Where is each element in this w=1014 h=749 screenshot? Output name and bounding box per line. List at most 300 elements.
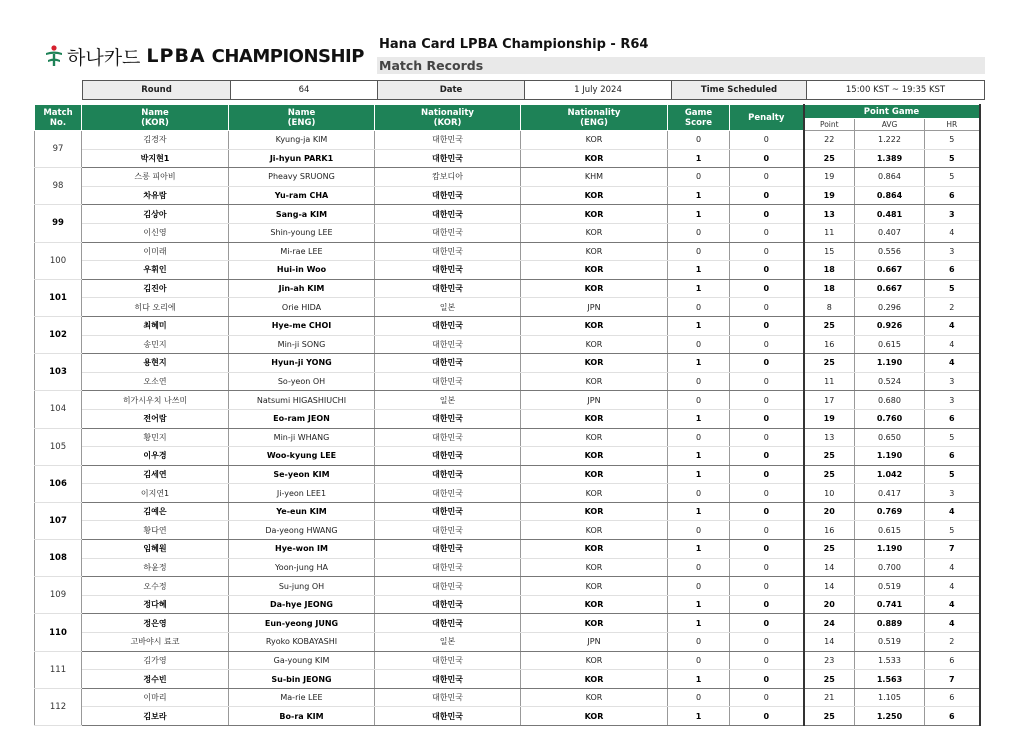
penalty: 0 bbox=[730, 651, 804, 670]
penalty: 0 bbox=[730, 242, 804, 261]
avg: 0.889 bbox=[855, 614, 925, 633]
match-number: 109 bbox=[35, 577, 82, 614]
avg: 0.407 bbox=[855, 223, 925, 242]
col-nationality-kor: Nationality (KOR) bbox=[375, 105, 521, 131]
high-run: 6 bbox=[925, 447, 980, 466]
game-score: 0 bbox=[668, 223, 730, 242]
penalty: 0 bbox=[730, 186, 804, 205]
player-name-eng: Mi-rae LEE bbox=[229, 242, 375, 261]
time-value: 15:00 KST ~ 19:35 KST bbox=[807, 81, 985, 100]
avg: 0.700 bbox=[855, 558, 925, 577]
player-name-eng: Ji-hyun PARK1 bbox=[229, 149, 375, 168]
game-score: 1 bbox=[668, 261, 730, 280]
avg: 1.190 bbox=[855, 447, 925, 466]
table-row bbox=[35, 688, 980, 707]
game-score: 1 bbox=[668, 279, 730, 298]
penalty: 0 bbox=[730, 670, 804, 689]
nationality-kor: 대한민국 bbox=[375, 484, 521, 503]
game-score: 1 bbox=[668, 186, 730, 205]
game-score: 0 bbox=[668, 558, 730, 577]
point: 20 bbox=[804, 502, 855, 521]
table-row bbox=[35, 354, 980, 373]
table-row bbox=[35, 447, 980, 466]
high-run: 4 bbox=[925, 577, 980, 596]
player-name-eng: Su-jung OH bbox=[229, 577, 375, 596]
high-run: 3 bbox=[925, 205, 980, 224]
player-name-kor: 하윤정 bbox=[82, 558, 229, 577]
match-number: 107 bbox=[35, 502, 82, 539]
match-number: 111 bbox=[35, 651, 82, 688]
nationality-eng: JPN bbox=[521, 391, 668, 410]
player-name-kor: 고바야시 료코 bbox=[82, 633, 229, 652]
point: 16 bbox=[804, 521, 855, 540]
nationality-eng: KHM bbox=[521, 168, 668, 187]
nationality-eng: KOR bbox=[521, 372, 668, 391]
nationality-eng: KOR bbox=[521, 242, 668, 261]
match-number: 101 bbox=[35, 279, 82, 316]
player-name-eng: Hui-in Woo bbox=[229, 261, 375, 280]
high-run: 4 bbox=[925, 595, 980, 614]
game-score: 1 bbox=[668, 502, 730, 521]
nationality-eng: KOR bbox=[521, 186, 668, 205]
high-run: 3 bbox=[925, 484, 980, 503]
player-name-eng: Eo-ram JEON bbox=[229, 409, 375, 428]
avg: 0.524 bbox=[855, 372, 925, 391]
nationality-eng: KOR bbox=[521, 484, 668, 503]
penalty: 0 bbox=[730, 168, 804, 187]
high-run: 3 bbox=[925, 391, 980, 410]
high-run: 6 bbox=[925, 409, 980, 428]
player-name-eng: Se-yeon KIM bbox=[229, 465, 375, 484]
point: 18 bbox=[804, 279, 855, 298]
high-run: 6 bbox=[925, 688, 980, 707]
point: 22 bbox=[804, 131, 855, 150]
nationality-eng: KOR bbox=[521, 707, 668, 726]
match-info-table bbox=[82, 80, 985, 100]
player-name-kor: 히다 오리에 bbox=[82, 298, 229, 317]
point: 24 bbox=[804, 614, 855, 633]
round-value: 64 bbox=[231, 81, 378, 100]
player-name-eng: Min-ji SONG bbox=[229, 335, 375, 354]
nationality-eng: KOR bbox=[521, 670, 668, 689]
hana-logo-icon bbox=[45, 45, 63, 67]
date-label: Date bbox=[378, 81, 525, 100]
avg: 0.615 bbox=[855, 335, 925, 354]
penalty: 0 bbox=[730, 502, 804, 521]
game-score: 1 bbox=[668, 670, 730, 689]
nationality-kor: 대한민국 bbox=[375, 447, 521, 466]
nationality-kor: 대한민국 bbox=[375, 651, 521, 670]
avg: 0.650 bbox=[855, 428, 925, 447]
player-name-eng: Bo-ra KIM bbox=[229, 707, 375, 726]
player-name-kor: 오소연 bbox=[82, 372, 229, 391]
high-run: 4 bbox=[925, 354, 980, 373]
table-row bbox=[35, 261, 980, 280]
nationality-kor: 대한민국 bbox=[375, 521, 521, 540]
nationality-kor: 대한민국 bbox=[375, 186, 521, 205]
high-run: 5 bbox=[925, 465, 980, 484]
player-name-eng: Yoon-jung HA bbox=[229, 558, 375, 577]
penalty: 0 bbox=[730, 465, 804, 484]
player-name-kor: 이마리 bbox=[82, 688, 229, 707]
point: 17 bbox=[804, 391, 855, 410]
penalty: 0 bbox=[730, 261, 804, 280]
player-name-kor: 정은영 bbox=[82, 614, 229, 633]
high-run: 3 bbox=[925, 242, 980, 261]
point: 19 bbox=[804, 168, 855, 187]
col-name-kor: Name (KOR) bbox=[82, 105, 229, 131]
player-name-eng: Orie HIDA bbox=[229, 298, 375, 317]
table-row bbox=[35, 707, 980, 726]
nationality-eng: KOR bbox=[521, 354, 668, 373]
point: 11 bbox=[804, 372, 855, 391]
penalty: 0 bbox=[730, 372, 804, 391]
table-row bbox=[35, 633, 980, 652]
nationality-kor: 일본 bbox=[375, 298, 521, 317]
nationality-kor: 대한민국 bbox=[375, 223, 521, 242]
nationality-kor: 대한민국 bbox=[375, 279, 521, 298]
match-number: 104 bbox=[35, 391, 82, 428]
logo-championship-text: CHAMPIONSHIP bbox=[211, 45, 364, 67]
table-row bbox=[35, 205, 980, 224]
nationality-kor: 대한민국 bbox=[375, 205, 521, 224]
player-name-kor: 정다혜 bbox=[82, 595, 229, 614]
avg: 0.926 bbox=[855, 316, 925, 335]
table-row bbox=[35, 223, 980, 242]
nationality-kor: 대한민국 bbox=[375, 372, 521, 391]
player-name-kor: 전어람 bbox=[82, 409, 229, 428]
nationality-kor: 대한민국 bbox=[375, 540, 521, 559]
col-name-eng: Name (ENG) bbox=[229, 105, 375, 131]
player-name-eng: Sang-a KIM bbox=[229, 205, 375, 224]
player-name-kor: 김진아 bbox=[82, 279, 229, 298]
table-row bbox=[35, 540, 980, 559]
col-match-no: Match No. bbox=[35, 105, 82, 131]
nationality-kor: 대한민국 bbox=[375, 577, 521, 596]
point: 21 bbox=[804, 688, 855, 707]
penalty: 0 bbox=[730, 614, 804, 633]
nationality-eng: KOR bbox=[521, 223, 668, 242]
penalty: 0 bbox=[730, 484, 804, 503]
game-score: 1 bbox=[668, 540, 730, 559]
avg: 0.864 bbox=[855, 168, 925, 187]
player-name-eng: Eun-yeong JUNG bbox=[229, 614, 375, 633]
table-row bbox=[35, 335, 980, 354]
table-row bbox=[35, 391, 980, 410]
nationality-eng: KOR bbox=[521, 614, 668, 633]
match-number: 97 bbox=[35, 131, 82, 168]
high-run: 4 bbox=[925, 335, 980, 354]
player-name-eng: Woo-kyung LEE bbox=[229, 447, 375, 466]
penalty: 0 bbox=[730, 577, 804, 596]
avg: 1.190 bbox=[855, 354, 925, 373]
player-name-eng: Ga-young KIM bbox=[229, 651, 375, 670]
nationality-eng: JPN bbox=[521, 298, 668, 317]
avg: 0.481 bbox=[855, 205, 925, 224]
point: 25 bbox=[804, 316, 855, 335]
avg: 0.519 bbox=[855, 633, 925, 652]
match-number: 100 bbox=[35, 242, 82, 279]
game-score: 1 bbox=[668, 316, 730, 335]
nationality-eng: KOR bbox=[521, 428, 668, 447]
penalty: 0 bbox=[730, 558, 804, 577]
nationality-eng: KOR bbox=[521, 521, 668, 540]
penalty: 0 bbox=[730, 633, 804, 652]
game-score: 0 bbox=[668, 633, 730, 652]
game-score: 1 bbox=[668, 354, 730, 373]
nationality-kor: 일본 bbox=[375, 633, 521, 652]
game-score: 0 bbox=[668, 168, 730, 187]
game-score: 0 bbox=[668, 521, 730, 540]
logo-korean-text: 하나카드 bbox=[67, 46, 141, 69]
player-name-kor: 오수정 bbox=[82, 577, 229, 596]
match-number: 105 bbox=[35, 428, 82, 465]
player-name-eng: Hye-me CHOI bbox=[229, 316, 375, 335]
game-score: 0 bbox=[668, 428, 730, 447]
game-score: 1 bbox=[668, 205, 730, 224]
table-row bbox=[35, 298, 980, 317]
point: 25 bbox=[804, 540, 855, 559]
high-run: 5 bbox=[925, 168, 980, 187]
table-row bbox=[35, 131, 980, 150]
table-row bbox=[35, 595, 980, 614]
point: 25 bbox=[804, 465, 855, 484]
point: 13 bbox=[804, 205, 855, 224]
high-run: 4 bbox=[925, 316, 980, 335]
nationality-kor: 캄보디아 bbox=[375, 168, 521, 187]
penalty: 0 bbox=[730, 131, 804, 150]
high-run: 6 bbox=[925, 186, 980, 205]
nationality-eng: KOR bbox=[521, 205, 668, 224]
player-name-eng: Su-bin JEONG bbox=[229, 670, 375, 689]
table-row bbox=[35, 149, 980, 168]
avg: 1.042 bbox=[855, 465, 925, 484]
game-score: 0 bbox=[668, 335, 730, 354]
game-score: 1 bbox=[668, 409, 730, 428]
avg: 0.296 bbox=[855, 298, 925, 317]
penalty: 0 bbox=[730, 428, 804, 447]
high-run: 4 bbox=[925, 558, 980, 577]
player-name-eng: Pheavy SRUONG bbox=[229, 168, 375, 187]
nationality-eng: KOR bbox=[521, 261, 668, 280]
nationality-eng: KOR bbox=[521, 558, 668, 577]
player-name-kor: 히가시우치 나쓰미 bbox=[82, 391, 229, 410]
nationality-kor: 대한민국 bbox=[375, 335, 521, 354]
col-point: Point bbox=[804, 119, 855, 131]
time-label: Time Scheduled bbox=[672, 81, 807, 100]
avg: 0.741 bbox=[855, 595, 925, 614]
page-subtitle: Match Records bbox=[377, 57, 985, 74]
high-run: 6 bbox=[925, 651, 980, 670]
table-row bbox=[35, 409, 980, 428]
player-name-kor: 우휘인 bbox=[82, 261, 229, 280]
match-records-table bbox=[34, 104, 981, 726]
player-name-kor: 박지현1 bbox=[82, 149, 229, 168]
player-name-eng: So-yeon OH bbox=[229, 372, 375, 391]
avg: 1.105 bbox=[855, 688, 925, 707]
logo-lpba-text: LPBA bbox=[146, 45, 206, 67]
nationality-kor: 대한민국 bbox=[375, 707, 521, 726]
nationality-eng: KOR bbox=[521, 409, 668, 428]
point: 25 bbox=[804, 354, 855, 373]
player-name-kor: 스롱 피아비 bbox=[82, 168, 229, 187]
nationality-kor: 일본 bbox=[375, 391, 521, 410]
page-title: Hana Card LPBA Championship - R64 bbox=[379, 37, 649, 52]
game-score: 1 bbox=[668, 595, 730, 614]
player-name-eng: Min-ji WHANG bbox=[229, 428, 375, 447]
table-row bbox=[35, 502, 980, 521]
penalty: 0 bbox=[730, 521, 804, 540]
penalty: 0 bbox=[730, 707, 804, 726]
nationality-eng: KOR bbox=[521, 502, 668, 521]
player-name-eng: Natsumi HIGASHIUCHI bbox=[229, 391, 375, 410]
game-score: 0 bbox=[668, 131, 730, 150]
player-name-kor: 이지연1 bbox=[82, 484, 229, 503]
player-name-eng: Hyun-ji YONG bbox=[229, 354, 375, 373]
penalty: 0 bbox=[730, 205, 804, 224]
game-score: 1 bbox=[668, 614, 730, 633]
penalty: 0 bbox=[730, 316, 804, 335]
avg: 0.864 bbox=[855, 186, 925, 205]
nationality-eng: KOR bbox=[521, 131, 668, 150]
high-run: 4 bbox=[925, 502, 980, 521]
nationality-eng: KOR bbox=[521, 335, 668, 354]
col-nationality-eng: Nationality (ENG) bbox=[521, 105, 668, 131]
penalty: 0 bbox=[730, 149, 804, 168]
point: 18 bbox=[804, 261, 855, 280]
penalty: 0 bbox=[730, 409, 804, 428]
avg: 0.760 bbox=[855, 409, 925, 428]
game-score: 0 bbox=[668, 391, 730, 410]
player-name-kor: 최혜미 bbox=[82, 316, 229, 335]
player-name-kor: 정수빈 bbox=[82, 670, 229, 689]
avg: 1.389 bbox=[855, 149, 925, 168]
date-value: 1 July 2024 bbox=[525, 81, 672, 100]
player-name-eng: Yu-ram CHA bbox=[229, 186, 375, 205]
penalty: 0 bbox=[730, 354, 804, 373]
player-name-kor: 김예은 bbox=[82, 502, 229, 521]
point: 8 bbox=[804, 298, 855, 317]
table-row bbox=[35, 484, 980, 503]
nationality-kor: 대한민국 bbox=[375, 465, 521, 484]
point: 20 bbox=[804, 595, 855, 614]
nationality-eng: KOR bbox=[521, 447, 668, 466]
avg: 0.615 bbox=[855, 521, 925, 540]
table-row bbox=[35, 465, 980, 484]
avg: 0.667 bbox=[855, 261, 925, 280]
table-row bbox=[35, 168, 980, 187]
player-name-eng: Da-hye JEONG bbox=[229, 595, 375, 614]
avg: 1.250 bbox=[855, 707, 925, 726]
table-row bbox=[35, 577, 980, 596]
match-number: 108 bbox=[35, 540, 82, 577]
avg: 0.667 bbox=[855, 279, 925, 298]
nationality-eng: KOR bbox=[521, 595, 668, 614]
point: 11 bbox=[804, 223, 855, 242]
nationality-eng: KOR bbox=[521, 149, 668, 168]
table-row bbox=[35, 558, 980, 577]
brand-logo bbox=[45, 42, 364, 70]
nationality-eng: KOR bbox=[521, 465, 668, 484]
nationality-kor: 대한민국 bbox=[375, 131, 521, 150]
game-score: 0 bbox=[668, 688, 730, 707]
table-row bbox=[35, 316, 980, 335]
high-run: 6 bbox=[925, 261, 980, 280]
nationality-eng: KOR bbox=[521, 577, 668, 596]
player-name-eng: Ma-rie LEE bbox=[229, 688, 375, 707]
high-run: 5 bbox=[925, 428, 980, 447]
nationality-kor: 대한민국 bbox=[375, 149, 521, 168]
game-score: 1 bbox=[668, 447, 730, 466]
table-row bbox=[35, 372, 980, 391]
nationality-kor: 대한민국 bbox=[375, 428, 521, 447]
point: 25 bbox=[804, 447, 855, 466]
high-run: 3 bbox=[925, 372, 980, 391]
high-run: 5 bbox=[925, 521, 980, 540]
nationality-kor: 대한민국 bbox=[375, 614, 521, 633]
high-run: 7 bbox=[925, 540, 980, 559]
high-run: 6 bbox=[925, 707, 980, 726]
point: 19 bbox=[804, 409, 855, 428]
avg: 0.417 bbox=[855, 484, 925, 503]
player-name-kor: 용현지 bbox=[82, 354, 229, 373]
avg: 0.769 bbox=[855, 502, 925, 521]
match-number: 110 bbox=[35, 614, 82, 651]
match-number: 106 bbox=[35, 465, 82, 502]
penalty: 0 bbox=[730, 335, 804, 354]
penalty: 0 bbox=[730, 447, 804, 466]
penalty: 0 bbox=[730, 223, 804, 242]
high-run: 5 bbox=[925, 149, 980, 168]
player-name-eng: Hye-won IM bbox=[229, 540, 375, 559]
player-name-kor: 황민지 bbox=[82, 428, 229, 447]
player-name-eng: Kyung-ja KIM bbox=[229, 131, 375, 150]
avg: 1.190 bbox=[855, 540, 925, 559]
col-hr: HR bbox=[925, 119, 980, 131]
nationality-eng: KOR bbox=[521, 279, 668, 298]
player-name-kor: 김가영 bbox=[82, 651, 229, 670]
match-number: 103 bbox=[35, 354, 82, 391]
penalty: 0 bbox=[730, 391, 804, 410]
high-run: 4 bbox=[925, 614, 980, 633]
penalty: 0 bbox=[730, 595, 804, 614]
nationality-eng: KOR bbox=[521, 651, 668, 670]
avg: 0.556 bbox=[855, 242, 925, 261]
high-run: 2 bbox=[925, 298, 980, 317]
player-name-kor: 이미래 bbox=[82, 242, 229, 261]
table-row bbox=[35, 614, 980, 633]
point: 10 bbox=[804, 484, 855, 503]
high-run: 2 bbox=[925, 633, 980, 652]
table-row bbox=[35, 651, 980, 670]
match-number: 99 bbox=[35, 205, 82, 242]
player-name-kor: 송민지 bbox=[82, 335, 229, 354]
nationality-kor: 대한민국 bbox=[375, 558, 521, 577]
game-score: 0 bbox=[668, 242, 730, 261]
high-run: 4 bbox=[925, 223, 980, 242]
player-name-kor: 이신영 bbox=[82, 223, 229, 242]
nationality-kor: 대한민국 bbox=[375, 354, 521, 373]
table-row bbox=[35, 242, 980, 261]
high-run: 5 bbox=[925, 279, 980, 298]
point: 14 bbox=[804, 577, 855, 596]
round-label: Round bbox=[83, 81, 231, 100]
nationality-eng: KOR bbox=[521, 540, 668, 559]
player-name-eng: Jin-ah KIM bbox=[229, 279, 375, 298]
nationality-eng: JPN bbox=[521, 633, 668, 652]
nationality-kor: 대한민국 bbox=[375, 261, 521, 280]
table-row bbox=[35, 428, 980, 447]
